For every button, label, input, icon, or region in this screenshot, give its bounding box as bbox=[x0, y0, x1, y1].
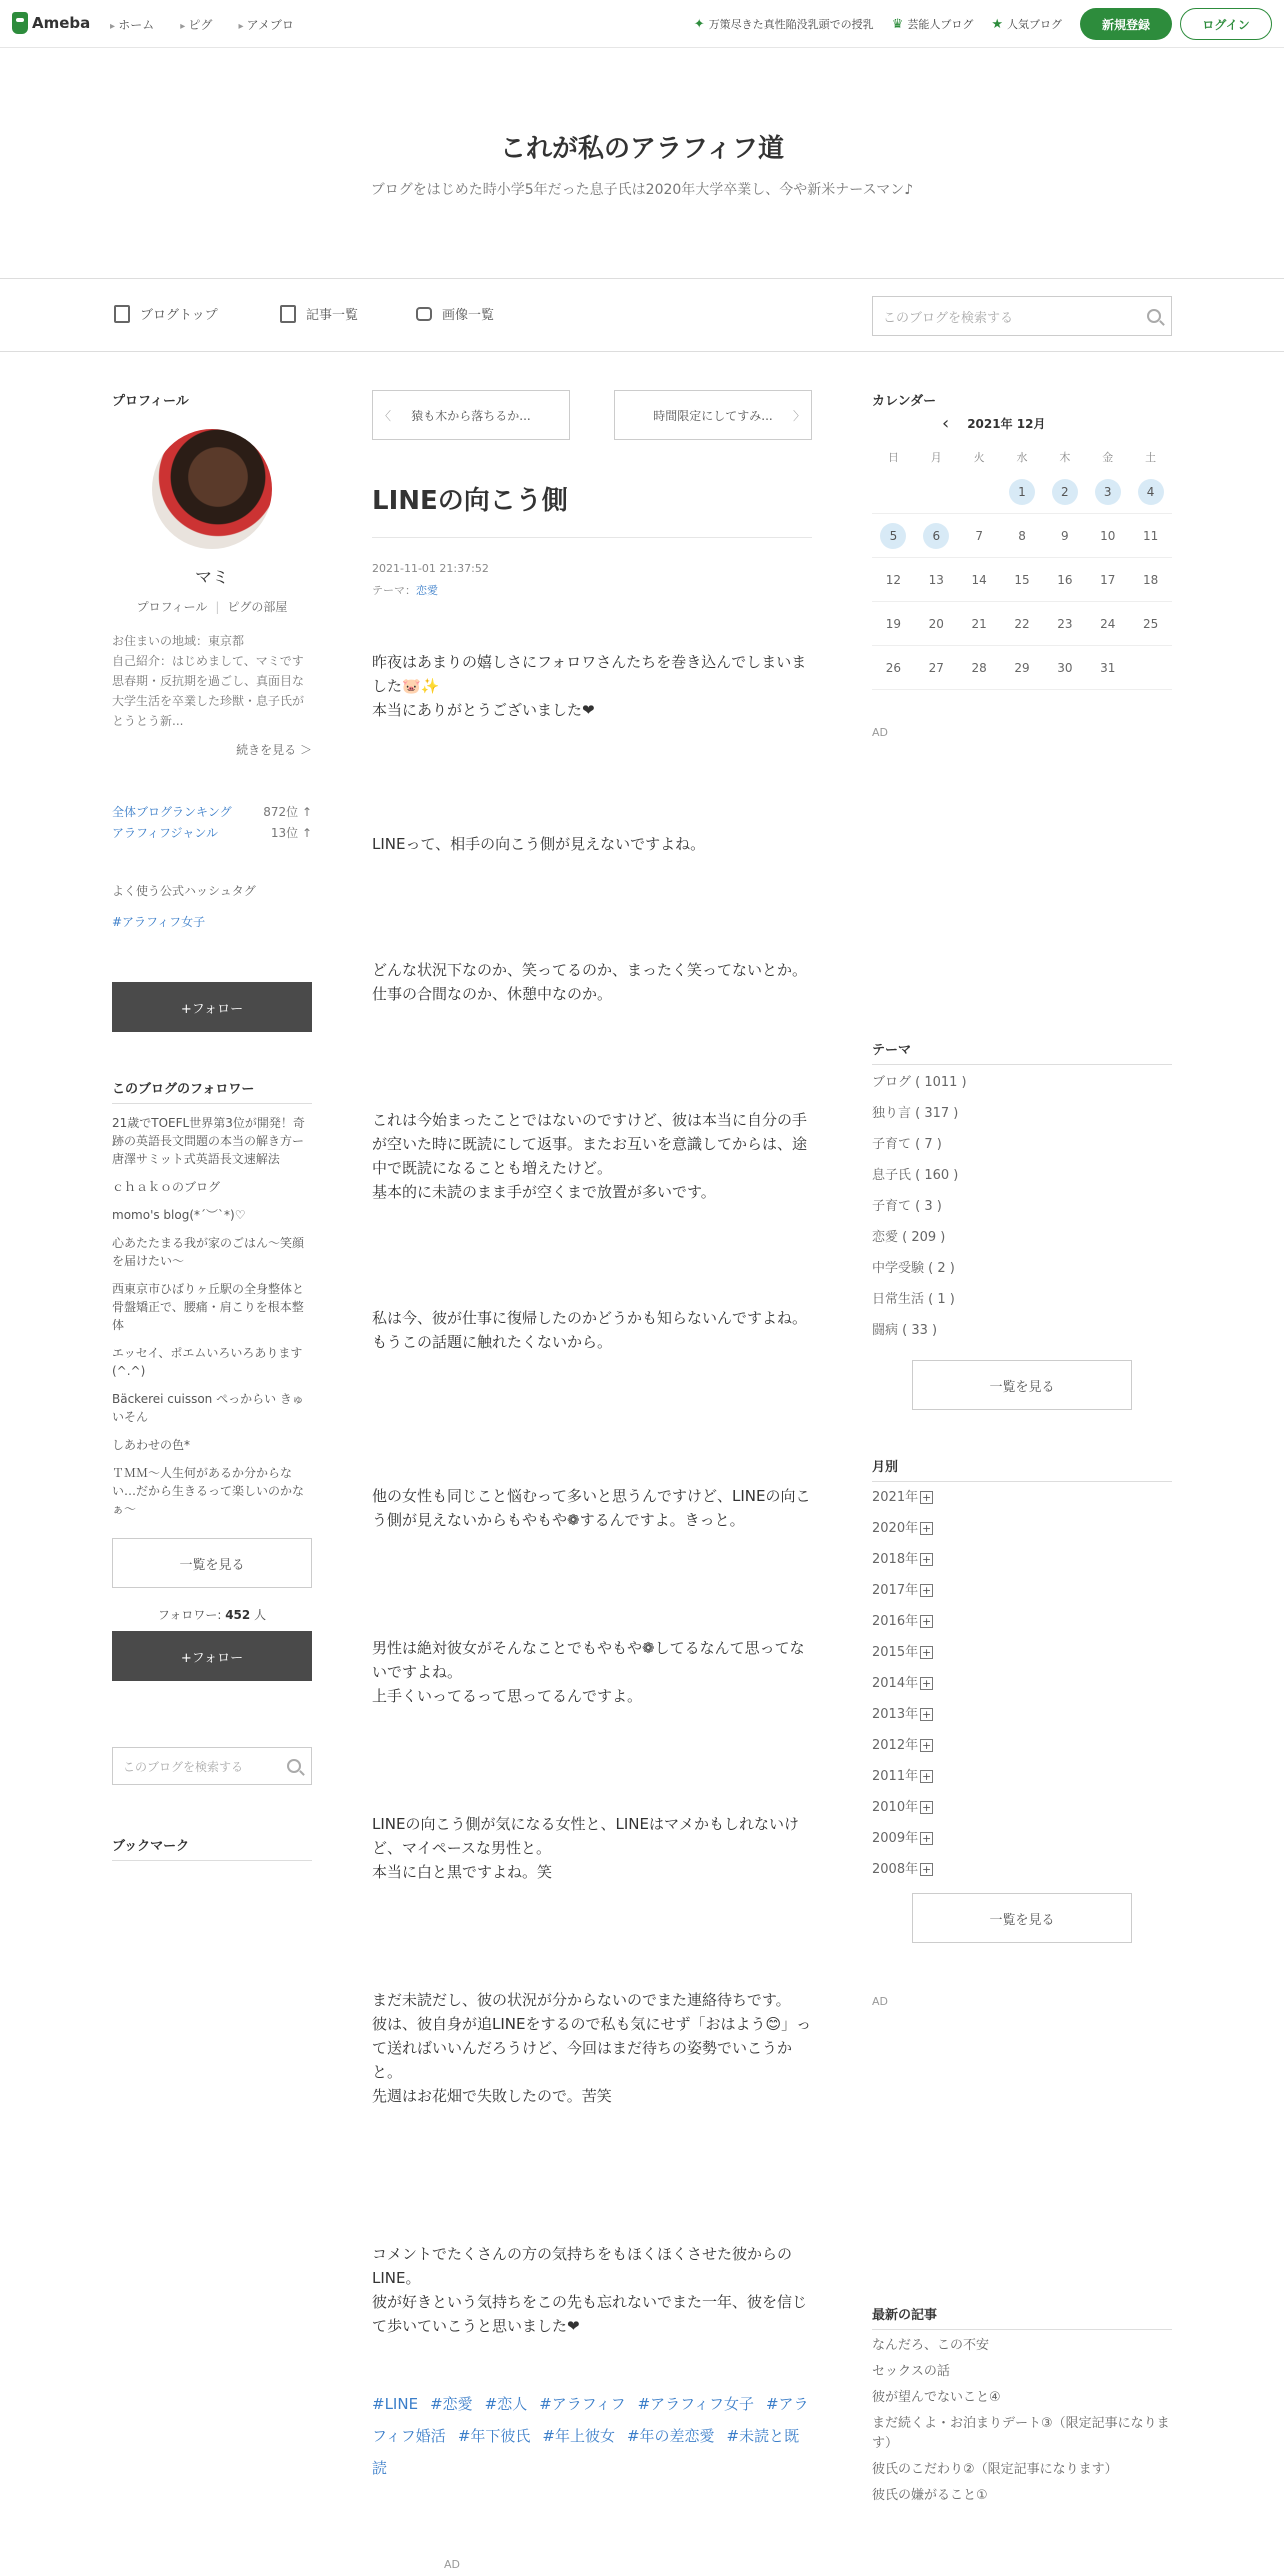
global-nav bbox=[110, 16, 294, 33]
global-header bbox=[0, 0, 1284, 48]
profile-link[interactable]: プロフィール bbox=[136, 600, 208, 614]
follow-button-2[interactable]: +フォロー bbox=[112, 1631, 312, 1681]
weekday: 水 bbox=[1016, 451, 1028, 464]
calendar-day: 13 bbox=[928, 572, 944, 587]
article-title[interactable]: LINEの向こう側 bbox=[372, 480, 812, 538]
profile-more-link[interactable]: 続きを見る ＞ bbox=[236, 743, 312, 757]
calendar-day bbox=[1001, 479, 1044, 505]
profile-heading: プロフィール bbox=[112, 394, 189, 409]
article-paragraph: LINEの向こう側が気になる女性と、LINEはマメかもしれないけど、マイペースな男性と。 本当に白と黒ですよね。笑 bbox=[372, 1815, 799, 1881]
calendar-day: 23 bbox=[1057, 616, 1073, 631]
follower-item[interactable]: しあわせの色* bbox=[112, 1438, 191, 1452]
calendar-week bbox=[872, 558, 1172, 602]
nav-pigg[interactable]: ▸ ピグ bbox=[180, 16, 212, 33]
calendar-day: 22 bbox=[1014, 616, 1030, 631]
calendar-day: 29 bbox=[1014, 660, 1030, 675]
plus-icon[interactable]: + bbox=[921, 1708, 932, 1721]
calendar-day: 26 bbox=[885, 660, 902, 675]
followers-heading: このブログのフォロワー bbox=[112, 1078, 312, 1104]
popular-blog-label: 人気ブログ bbox=[1007, 18, 1062, 31]
follower-item[interactable]: エッセイ、ポエムいろいろあります(^.^) bbox=[112, 1346, 303, 1378]
calendar-day: 21 bbox=[971, 616, 987, 631]
ad-label: AD bbox=[444, 2558, 460, 2568]
calendar-day: 8 bbox=[1018, 528, 1026, 543]
nav-home[interactable]: ▸ ホーム bbox=[110, 16, 154, 33]
follower-count-value: 452 bbox=[225, 1608, 251, 1622]
article-pager bbox=[372, 390, 812, 440]
article-paragraph: これは今始まったことではないのですけど、彼は本当に自分の手が空いた時に既読にして返事。またお互いを意識してからは、途中で既読になることも増えたけど。 基本的に未読のまま手が空くまで放置が多いです。 bbox=[372, 1111, 808, 1201]
plus-icon[interactable]: + bbox=[921, 1863, 932, 1876]
tag-link[interactable]: #LINE bbox=[372, 2395, 419, 2413]
chevron-left-icon[interactable]: ‹ bbox=[942, 413, 950, 434]
month-item[interactable] bbox=[872, 1792, 1172, 1823]
recent-item[interactable]: セックスの話 bbox=[872, 2364, 950, 2379]
recent-item[interactable]: 彼氏の嫌がること① bbox=[872, 2488, 988, 2503]
crown-icon: ♛ bbox=[891, 16, 904, 32]
celebrity-blog-label: 芸能人ブログ bbox=[907, 18, 974, 31]
calendar-day: 17 bbox=[1100, 572, 1116, 587]
month-item[interactable] bbox=[872, 1699, 1172, 1730]
calendar-day: 15 bbox=[1014, 572, 1030, 587]
blog-description: ブログをはじめた時小学5年だった息子氏は2020年大学卒業し、今や新米ナースマン♪ bbox=[370, 182, 914, 198]
calendar-day-link[interactable]: 4 bbox=[1138, 479, 1164, 505]
calendar-day: 19 bbox=[885, 616, 902, 631]
follower-item[interactable]: 心あたたまる我が家のごはん〜笑顔を届けたい〜 bbox=[112, 1236, 305, 1268]
sidebar-search-placeholder: このブログを検索する bbox=[123, 1759, 244, 1774]
calendar-day: 20 bbox=[928, 616, 944, 631]
plus-icon[interactable]: + bbox=[921, 1615, 932, 1628]
theme-item[interactable]: 中学受験 ( 2 ) bbox=[872, 1261, 955, 1276]
themes-more-button[interactable]: 一覧を見る bbox=[912, 1360, 1132, 1410]
calendar-day: 25 bbox=[1142, 616, 1159, 631]
plus-icon[interactable]: + bbox=[921, 1770, 932, 1783]
tag-link[interactable]: #アラフィフ女子 bbox=[637, 2395, 754, 2413]
calendar-day bbox=[872, 523, 915, 549]
follow-button[interactable]: +フォロー bbox=[112, 982, 312, 1032]
ranking-value: 13位 ↑ bbox=[270, 826, 312, 840]
recent-item[interactable]: 彼が望んでないこと④ bbox=[872, 2390, 1001, 2405]
tag-link[interactable]: #年下彼氏 bbox=[457, 2427, 531, 2445]
nav-article-list[interactable] bbox=[280, 304, 358, 323]
search-icon[interactable] bbox=[287, 1759, 301, 1773]
profile-description: お住まいの地域：東京都 自己紹介：はじめまして、マミです 思春期・反抗期を過ごし、真面目な大学生活を卒業した珍獣・息子氏がとうとう新... bbox=[112, 634, 305, 728]
login-button[interactable]: ログイン bbox=[1180, 8, 1272, 40]
document-icon bbox=[114, 305, 130, 323]
theme-item[interactable]: 子育て ( 7 ) bbox=[872, 1137, 942, 1152]
tag-link[interactable]: #年の差恋愛 bbox=[626, 2427, 715, 2445]
theme-link[interactable]: 恋愛 bbox=[416, 584, 438, 597]
ameba-logo[interactable] bbox=[12, 12, 90, 34]
calendar-day-link[interactable]: 2 bbox=[1052, 479, 1078, 505]
month-list bbox=[872, 1482, 1172, 1885]
weekday: 日 bbox=[887, 451, 899, 464]
search-icon[interactable] bbox=[1147, 309, 1161, 323]
article-paragraph: コメントでたくさんの方の気持ちをもほくほくさせた彼からのLINE。 彼が好きという気持ちをこの先も忘れないでまた一年、彼を信じて歩いていこうと思いました❤ bbox=[372, 2245, 808, 2335]
nav-image-list-label: 画像一覧 bbox=[442, 308, 495, 323]
calendar-week bbox=[872, 514, 1172, 558]
weekday: 金 bbox=[1102, 451, 1114, 464]
ranking-value: 872位 ↑ bbox=[263, 805, 312, 819]
ranking-row[interactable] bbox=[112, 823, 312, 844]
calendar-day: 16 bbox=[1057, 572, 1073, 587]
calendar-day: 7 bbox=[975, 528, 983, 543]
follower-count-label: フォロワー: bbox=[157, 1608, 226, 1622]
calendar-day: 24 bbox=[1100, 616, 1116, 631]
tag-link[interactable]: #恋愛 bbox=[430, 2395, 473, 2413]
article-paragraph: 私は今、彼が仕事に復帰したのかどうかも知らないんですよね。 もうこの話題に触れたくないから。 bbox=[372, 1309, 808, 1351]
blog-title[interactable]: これが私のアラフィフ道 bbox=[500, 134, 784, 164]
month-label: 2013年 bbox=[872, 1707, 919, 1722]
calendar-day: 14 bbox=[971, 572, 987, 587]
month-label: 2016年 bbox=[872, 1614, 919, 1629]
bookmark-heading: ブックマーク bbox=[112, 1835, 312, 1861]
register-button[interactable]: 新規登録 bbox=[1080, 8, 1172, 40]
month-item[interactable] bbox=[872, 1544, 1172, 1575]
header-right bbox=[694, 8, 1272, 40]
theme-heading: テーマ bbox=[872, 1039, 1172, 1065]
profile-links bbox=[112, 598, 312, 615]
month-item[interactable] bbox=[872, 1513, 1172, 1544]
article-meta bbox=[372, 558, 812, 602]
calendar-day bbox=[1043, 479, 1086, 505]
blog-nav bbox=[0, 278, 1284, 352]
follower-count-unit: 人 bbox=[250, 1608, 267, 1622]
trending-link-label: 万策尽きた真性陥没乳頭での授乳 bbox=[708, 18, 874, 31]
month-item[interactable] bbox=[872, 1482, 1172, 1513]
recent-heading: 最新の記事 bbox=[872, 2304, 1172, 2330]
calendar-day: 18 bbox=[1142, 572, 1159, 587]
calendar-day: 11 bbox=[1142, 528, 1159, 543]
follower-item[interactable]: 21歳でTOEFL世界第3位が開発！奇跡の英語長文問題の本当の解き方ー唐澤サミット式英語長文速解法 bbox=[112, 1116, 305, 1166]
followers-more-button[interactable]: 一覧を見る bbox=[112, 1538, 312, 1588]
ad-label-2: AD bbox=[872, 1995, 888, 2008]
weekday: 土 bbox=[1145, 451, 1157, 464]
month-label: 2021年 bbox=[872, 1490, 919, 1505]
theme-item[interactable]: 日常生活 ( 1 ) bbox=[872, 1292, 955, 1307]
calendar-week bbox=[872, 602, 1172, 646]
calendar-nav bbox=[872, 413, 1172, 434]
article-paragraph: どんな状況下なのか、笑ってるのか、まったく笑ってないとか。仕事の合間なのか、休憩中なのか。 bbox=[372, 961, 808, 1003]
month-item[interactable] bbox=[872, 1606, 1172, 1637]
plus-icon[interactable]: + bbox=[921, 1553, 932, 1566]
tag-link[interactable]: #アラフィフ婚活 bbox=[372, 2395, 809, 2445]
popular-blog-link[interactable] bbox=[991, 16, 1062, 32]
plus-icon[interactable]: + bbox=[921, 1584, 932, 1597]
month-item[interactable] bbox=[872, 1761, 1172, 1792]
ad-label: AD bbox=[872, 726, 888, 739]
ranking-label: 全体ブログランキング bbox=[112, 805, 232, 819]
month-label: 2018年 bbox=[872, 1552, 919, 1567]
month-label: 2011年 bbox=[872, 1769, 919, 1784]
calendar-day: 9 bbox=[1061, 528, 1069, 543]
hashtag-heading: よく使う公式ハッシュタグ bbox=[112, 884, 256, 898]
calendar bbox=[872, 444, 1172, 690]
article-paragraph: まだ未読だし、彼の状況が分からないのでまた連絡待ちです。 彼は、彼自身が追LINEをするので私も気にせず「おはよう😊」って送ればいいんだろうけど、今回はまだ待ちの姿勢でいこうかと。 先週はお花畑で失敗したので。苦笑 bbox=[372, 1991, 812, 2105]
tag-link[interactable]: #アラフィフ bbox=[539, 2395, 626, 2413]
right-sidebar bbox=[872, 390, 1172, 2506]
month-label: 2014年 bbox=[872, 1676, 919, 1691]
celebrity-blog-link[interactable] bbox=[892, 16, 974, 32]
calendar-day bbox=[1129, 479, 1172, 505]
logo-text: Ameba bbox=[32, 14, 91, 32]
article-paragraph: 男性は絶対彼女がそんなことでもやもや❁してるなんて思ってないですよね。 上手くいってるって思ってるんですよ。 bbox=[372, 1639, 805, 1705]
month-item[interactable] bbox=[872, 1668, 1172, 1699]
calendar-day-link[interactable]: 1 bbox=[1009, 479, 1035, 505]
plus-icon[interactable]: + bbox=[921, 1677, 932, 1690]
calendar-week bbox=[872, 646, 1172, 690]
calendar-weekdays bbox=[872, 444, 1172, 470]
calendar-day bbox=[1086, 479, 1129, 505]
month-item[interactable] bbox=[872, 1637, 1172, 1668]
theme-label: テーマ： bbox=[372, 584, 416, 597]
article-paragraph: 他の女性も同じこと悩むって多いと思うんですけど、LINEの向こう側が見えないからもやもや❁するんですよ。きっと。 bbox=[372, 1487, 811, 1529]
month-item[interactable] bbox=[872, 1854, 1172, 1885]
month-label: 2017年 bbox=[872, 1583, 919, 1598]
article-datetime: 2021-11-01 21:37:52 bbox=[372, 562, 489, 575]
plus-icon[interactable]: + bbox=[921, 1801, 932, 1814]
divider: | bbox=[215, 600, 220, 614]
nav-blog-top-label: ブログトップ bbox=[140, 308, 218, 323]
theme-list bbox=[872, 1067, 1172, 1346]
weekday: 月 bbox=[930, 451, 942, 464]
search-placeholder: このブログを検索する bbox=[883, 310, 1014, 326]
theme-item[interactable]: 息子氏 ( 160 ) bbox=[872, 1168, 959, 1183]
calendar-day: 30 bbox=[1057, 660, 1073, 675]
tag-link[interactable]: #未読と既読 bbox=[372, 2427, 800, 2477]
ranking-label: アラフィフジャンル bbox=[112, 826, 219, 840]
left-sidebar bbox=[112, 390, 312, 1861]
plus-icon[interactable]: + bbox=[921, 1491, 932, 1504]
weekday: 火 bbox=[973, 451, 985, 464]
calendar-day: 28 bbox=[971, 660, 987, 675]
calendar-week bbox=[872, 470, 1172, 514]
plus-icon[interactable]: + bbox=[921, 1646, 932, 1659]
article bbox=[372, 390, 812, 2568]
follower-count bbox=[112, 1606, 312, 1623]
theme-item[interactable]: 独り言 ( 317 ) bbox=[872, 1106, 959, 1121]
trending-link[interactable] bbox=[694, 16, 874, 32]
ranking-row[interactable] bbox=[112, 802, 312, 823]
recent-item[interactable]: まだ続くよ・お泊まりデート③（限定記事になります） bbox=[872, 2416, 1170, 2451]
month-label: 2008年 bbox=[872, 1862, 919, 1877]
month-label: 2009年 bbox=[872, 1831, 919, 1846]
ranking bbox=[112, 802, 312, 844]
calendar-day: 27 bbox=[928, 660, 944, 675]
month-label: 2010年 bbox=[872, 1800, 919, 1815]
follower-item[interactable]: 西東京市ひばりヶ丘駅の全身整体と骨盤矯正で、腰痛・肩こりを根本整体 bbox=[112, 1282, 305, 1332]
follower-item[interactable]: ｃｈａｋｏのブログ bbox=[112, 1180, 221, 1194]
recent-list bbox=[872, 2336, 1172, 2506]
weekday: 木 bbox=[1059, 451, 1071, 464]
blog-header bbox=[0, 48, 1284, 278]
profile-name[interactable]: マミ bbox=[195, 568, 229, 588]
month-heading: 月別 bbox=[872, 1456, 1172, 1482]
calendar-day-link[interactable]: 3 bbox=[1095, 479, 1121, 505]
month-label: 2015年 bbox=[872, 1645, 919, 1660]
nav-ameblo[interactable]: ▸ アメブロ bbox=[238, 16, 293, 33]
tag-link[interactable]: #年上彼女 bbox=[542, 2427, 615, 2445]
calendar-day: 31 bbox=[1100, 660, 1116, 675]
follower-item[interactable]: momo's blog(*´︶`*)♡ bbox=[112, 1208, 246, 1222]
month-item[interactable] bbox=[872, 1575, 1172, 1606]
nav-image-list[interactable] bbox=[416, 304, 494, 323]
tag-link[interactable]: #恋人 bbox=[484, 2395, 528, 2413]
copy-icon bbox=[280, 305, 296, 323]
theme-item[interactable]: 恋愛 ( 209 ) bbox=[872, 1230, 946, 1245]
sparkle-icon: ✦ bbox=[693, 16, 705, 32]
theme-item[interactable]: ブログ ( 1011 ) bbox=[872, 1075, 967, 1090]
article-theme bbox=[372, 580, 812, 602]
avatar[interactable] bbox=[152, 429, 272, 549]
theme-item[interactable]: 子育て ( 3 ) bbox=[872, 1199, 942, 1214]
calendar-day bbox=[915, 523, 958, 549]
camera-icon bbox=[416, 307, 432, 321]
recent-item[interactable]: なんだろ、この不安 bbox=[872, 2338, 990, 2353]
follower-item[interactable]: Bäckerei cuisson ぺっからい きゅいそん bbox=[112, 1392, 304, 1424]
star-icon: ★ bbox=[991, 16, 1003, 32]
month-label: 2012年 bbox=[872, 1738, 919, 1753]
article-paragraph: LINEって、相手の向こう側が見えないですよね。 bbox=[372, 835, 706, 853]
months-more-button[interactable]: 一覧を見る bbox=[912, 1893, 1132, 1943]
pig-room-link[interactable]: ピグの部屋 bbox=[227, 600, 288, 614]
month-item[interactable] bbox=[872, 1823, 1172, 1854]
follower-item[interactable]: ＴＭＭ～人生何があるか分からない…だから生きるって楽しいのかなぁ～ bbox=[112, 1466, 305, 1516]
month-label: 2020年 bbox=[872, 1521, 919, 1536]
theme-item[interactable]: 闘病 ( 33 ) bbox=[872, 1323, 938, 1338]
plus-icon[interactable]: + bbox=[921, 1832, 932, 1845]
calendar-day-link[interactable]: 5 bbox=[880, 523, 906, 549]
article-tags bbox=[372, 2388, 812, 2484]
calendar-day: 12 bbox=[885, 572, 902, 587]
prev-article-button[interactable]: 〈 猿も木から落ちるか... bbox=[372, 390, 570, 440]
plus-icon[interactable]: + bbox=[921, 1522, 932, 1535]
ameba-logo-icon bbox=[12, 12, 28, 34]
sidebar-search-input[interactable] bbox=[112, 1747, 312, 1785]
calendar-day-link[interactable]: 6 bbox=[923, 523, 949, 549]
nav-article-list-label: 記事一覧 bbox=[306, 308, 359, 323]
calendar-heading: カレンダー bbox=[872, 394, 937, 409]
followers-list bbox=[112, 1114, 312, 1518]
month-item[interactable] bbox=[872, 1730, 1172, 1761]
blog-search-input[interactable] bbox=[872, 296, 1172, 336]
plus-icon[interactable]: + bbox=[921, 1739, 932, 1752]
calendar-month: 2021年 12月 bbox=[967, 417, 1046, 431]
article-paragraph: 昨夜はあまりの嬉しさにフォロワさんたちを巻き込んでしまいました🐷✨ 本当にありがとうございました❤ bbox=[372, 653, 807, 719]
next-article-button[interactable]: 時間限定にしてすみ... 〉 bbox=[614, 390, 812, 440]
hashtag-link[interactable]: #アラフィフ女子 bbox=[112, 915, 206, 929]
calendar-day: 10 bbox=[1100, 528, 1116, 543]
recent-item[interactable]: 彼氏のこだわり②（限定記事になります） bbox=[872, 2462, 1118, 2477]
nav-blog-top[interactable] bbox=[114, 304, 218, 323]
